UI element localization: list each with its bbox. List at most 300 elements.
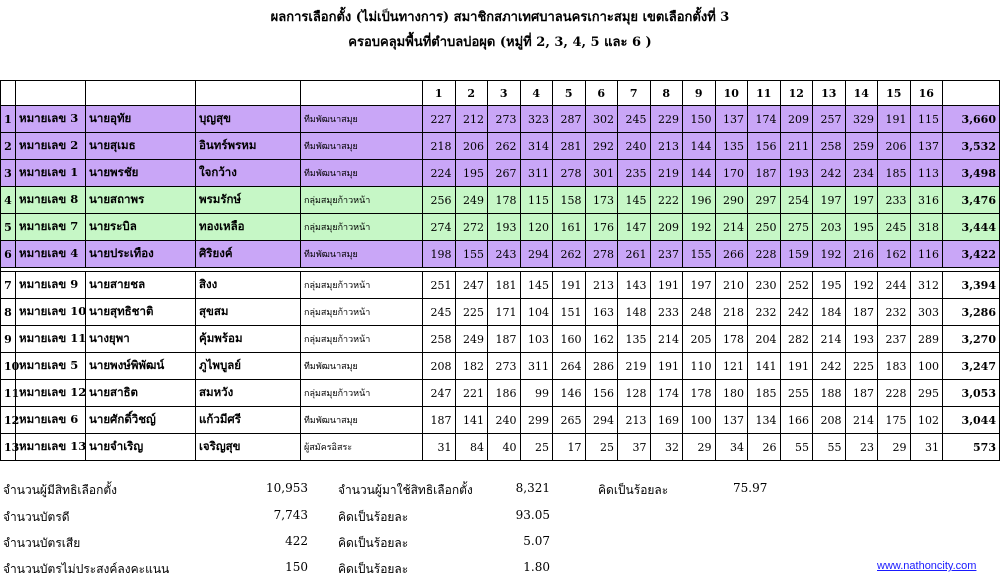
party-cell: ทีมพัฒนาสมุย: [301, 241, 423, 268]
vote-cell: 174: [748, 106, 781, 133]
vote-cell: 192: [845, 272, 878, 299]
vote-cell: 287: [553, 106, 586, 133]
vote-cell: 155: [683, 241, 716, 268]
vote-cell: 187: [748, 160, 781, 187]
vote-cell: 259: [845, 133, 878, 160]
vote-cell: 264: [553, 353, 586, 380]
vote-cell: 289: [910, 326, 943, 353]
rank-cell: 13: [1, 434, 16, 461]
vote-cell: 233: [878, 187, 911, 214]
vote-cell: 186: [488, 380, 521, 407]
vote-cell: 135: [618, 326, 651, 353]
vote-cell: 232: [748, 299, 781, 326]
vote-cell: 213: [618, 407, 651, 434]
eligible-value: 10,953: [266, 481, 308, 495]
vote-cell: 209: [650, 214, 683, 241]
vote-cell: 40: [488, 434, 521, 461]
vote-cell: 229: [650, 106, 683, 133]
vote-cell: 183: [878, 353, 911, 380]
unit-header: 8: [650, 81, 683, 106]
table-row: [1, 214, 1000, 241]
vote-cell: 191: [878, 106, 911, 133]
vote-cell: 323: [520, 106, 553, 133]
vote-cell: 256: [423, 187, 456, 214]
candidate-first-name: นายสายชล: [86, 272, 196, 299]
vote-cell: 141: [748, 353, 781, 380]
vote-cell: 258: [813, 133, 846, 160]
vote-cell: 206: [878, 133, 911, 160]
rank-cell: 9: [1, 326, 16, 353]
vote-cell: 158: [553, 187, 586, 214]
vote-cell: 169: [650, 407, 683, 434]
unit-header: 10: [715, 81, 748, 106]
total-cell: 3,286: [943, 299, 1000, 326]
vote-cell: 25: [520, 434, 553, 461]
bad-ballots-value: 422: [285, 534, 308, 548]
vote-cell: 162: [585, 326, 618, 353]
vote-cell: 245: [423, 299, 456, 326]
vote-cell: 84: [455, 434, 488, 461]
party-cell: กลุ่มสมุยก้าวหน้า: [301, 299, 423, 326]
good-ballots-label: จำนวนบัตรดี: [3, 510, 70, 524]
header-blank: [196, 81, 301, 106]
vote-cell: 147: [618, 214, 651, 241]
unit-header: 3: [488, 81, 521, 106]
vote-cell: 100: [910, 353, 943, 380]
candidate-last-name: พรมรักษ์: [196, 187, 301, 214]
unit-header: 16: [910, 81, 943, 106]
candidate-number: หมายเลข 12: [16, 380, 86, 407]
rank-cell: 7: [1, 272, 16, 299]
candidate-number: หมายเลข 8: [16, 187, 86, 214]
vote-cell: 198: [423, 241, 456, 268]
party-cell: กลุ่มสมุยก้าวหน้า: [301, 214, 423, 241]
table-row: [1, 326, 1000, 353]
vote-cell: 187: [488, 326, 521, 353]
vote-cell: 213: [585, 272, 618, 299]
rank-cell: 10: [1, 353, 16, 380]
vote-cell: 211: [780, 133, 813, 160]
vote-cell: 235: [618, 160, 651, 187]
vote-cell: 244: [878, 272, 911, 299]
table-row: [1, 299, 1000, 326]
vote-cell: 261: [618, 241, 651, 268]
candidate-number: หมายเลข 11: [16, 326, 86, 353]
vote-cell: 37: [618, 434, 651, 461]
total-cell: 3,476: [943, 187, 1000, 214]
total-cell: 3,394: [943, 272, 1000, 299]
vote-cell: 240: [618, 133, 651, 160]
vote-cell: 197: [683, 272, 716, 299]
rank-cell: 6: [1, 241, 16, 268]
vote-cell: 297: [748, 187, 781, 214]
vote-cell: 278: [585, 241, 618, 268]
voted-pct-value: 75.97: [733, 481, 768, 495]
vote-cell: 329: [845, 106, 878, 133]
unit-header: 13: [813, 81, 846, 106]
vote-cell: 103: [520, 326, 553, 353]
unit-header: 1: [423, 81, 456, 106]
results-table: [0, 80, 1000, 461]
vote-cell: 150: [683, 106, 716, 133]
vote-cell: 265: [553, 407, 586, 434]
vote-cell: 237: [650, 241, 683, 268]
candidate-first-name: นายศักดิ์วิชญ์: [86, 407, 196, 434]
candidate-last-name: เจริญสุข: [196, 434, 301, 461]
vote-cell: 219: [650, 160, 683, 187]
vote-cell: 295: [910, 380, 943, 407]
vote-cell: 137: [715, 106, 748, 133]
vote-cell: 205: [683, 326, 716, 353]
vote-cell: 161: [553, 214, 586, 241]
table-row: [1, 160, 1000, 187]
vote-cell: 145: [520, 272, 553, 299]
unit-header: 11: [748, 81, 781, 106]
vote-cell: 281: [553, 133, 586, 160]
vote-cell: 257: [813, 106, 846, 133]
vote-cell: 137: [715, 407, 748, 434]
party-cell: ทีมพัฒนาสมุย: [301, 106, 423, 133]
vote-cell: 219: [618, 353, 651, 380]
candidate-last-name: สมหวัง: [196, 380, 301, 407]
candidate-first-name: นายพรชัย: [86, 160, 196, 187]
rank-cell: 2: [1, 133, 16, 160]
vote-cell: 312: [910, 272, 943, 299]
vote-cell: 162: [878, 241, 911, 268]
vote-cell: 191: [650, 272, 683, 299]
candidate-first-name: นายสุเมธ: [86, 133, 196, 160]
vote-cell: 242: [813, 353, 846, 380]
unit-header: 6: [585, 81, 618, 106]
voted-pct-label: คิดเป็นร้อยละ: [598, 483, 669, 497]
vote-cell: 282: [780, 326, 813, 353]
vote-cell: 218: [423, 133, 456, 160]
vote-cell: 230: [748, 272, 781, 299]
vote-cell: 213: [650, 133, 683, 160]
candidate-first-name: นายจำเริญ: [86, 434, 196, 461]
vote-cell: 258: [423, 326, 456, 353]
no-vote-value: 150: [285, 560, 308, 574]
vote-cell: 221: [455, 380, 488, 407]
party-cell: กลุ่มสมุยก้าวหน้า: [301, 187, 423, 214]
vote-cell: 34: [715, 434, 748, 461]
vote-cell: 99: [520, 380, 553, 407]
unit-header: 12: [780, 81, 813, 106]
candidate-first-name: นายสาธิต: [86, 380, 196, 407]
vote-cell: 148: [618, 299, 651, 326]
total-cell: 3,444: [943, 214, 1000, 241]
candidate-last-name: สุขสม: [196, 299, 301, 326]
vote-cell: 249: [455, 187, 488, 214]
vote-cell: 188: [813, 380, 846, 407]
candidate-first-name: นายประเทือง: [86, 241, 196, 268]
vote-cell: 175: [878, 407, 911, 434]
vote-cell: 163: [585, 299, 618, 326]
vote-cell: 272: [455, 214, 488, 241]
header-blank: [301, 81, 423, 106]
table-row: [1, 187, 1000, 214]
vote-cell: 102: [910, 407, 943, 434]
candidate-first-name: นางยุพา: [86, 326, 196, 353]
vote-cell: 252: [780, 272, 813, 299]
vote-cell: 187: [423, 407, 456, 434]
vote-cell: 110: [683, 353, 716, 380]
rank-cell: 3: [1, 160, 16, 187]
good-pct-value: 93.05: [515, 508, 550, 522]
bad-ballots-label: จำนวนบัตรเสีย: [3, 536, 81, 550]
vote-cell: 225: [455, 299, 488, 326]
voted-label: จำนวนผู้มาใช้สิทธิเลือกตั้ง: [338, 483, 473, 497]
vote-cell: 214: [813, 326, 846, 353]
party-cell: กลุ่มสมุยก้าวหน้า: [301, 326, 423, 353]
vote-cell: 242: [813, 160, 846, 187]
candidate-first-name: นายอุทัย: [86, 106, 196, 133]
vote-cell: 228: [878, 380, 911, 407]
vote-cell: 224: [423, 160, 456, 187]
vote-cell: 303: [910, 299, 943, 326]
vote-cell: 176: [585, 214, 618, 241]
unit-header: 9: [683, 81, 716, 106]
vote-cell: 209: [780, 106, 813, 133]
candidate-first-name: นายสุทธิชาติ: [86, 299, 196, 326]
title-line-1: ผลการเลือกตั้ง (ไม่เป็นทางการ) สมาชิกสภาเทศบาลนครเกาะสมุย เขตเลือกตั้งที่ 3: [270, 10, 730, 25]
candidate-last-name: คุ้มพร้อม: [196, 326, 301, 353]
candidate-number: หมายเลข 4: [16, 241, 86, 268]
candidate-last-name: ภูไพบูลย์: [196, 353, 301, 380]
vote-cell: 302: [585, 106, 618, 133]
party-cell: ทีมพัฒนาสมุย: [301, 353, 423, 380]
table-row: [1, 133, 1000, 160]
vote-cell: 116: [910, 241, 943, 268]
vote-cell: 191: [650, 353, 683, 380]
unit-header: 5: [553, 81, 586, 106]
candidate-number: หมายเลข 2: [16, 133, 86, 160]
vote-cell: 273: [488, 353, 521, 380]
vote-cell: 243: [488, 241, 521, 268]
total-cell: 573: [943, 434, 1000, 461]
vote-cell: 192: [813, 241, 846, 268]
vote-cell: 181: [488, 272, 521, 299]
vote-cell: 146: [553, 380, 586, 407]
header-blank: [86, 81, 196, 106]
vote-cell: 273: [488, 106, 521, 133]
vote-cell: 193: [488, 214, 521, 241]
total-cell: 3,053: [943, 380, 1000, 407]
vote-cell: 115: [910, 106, 943, 133]
vote-cell: 29: [683, 434, 716, 461]
good-ballots-value: 7,743: [273, 508, 308, 522]
vote-cell: 214: [845, 407, 878, 434]
total-cell: 3,660: [943, 106, 1000, 133]
vote-cell: 192: [683, 214, 716, 241]
party-cell: ทีมพัฒนาสมุย: [301, 407, 423, 434]
vote-cell: 242: [780, 299, 813, 326]
vote-cell: 237: [878, 326, 911, 353]
vote-cell: 216: [845, 241, 878, 268]
vote-cell: 299: [520, 407, 553, 434]
vote-cell: 234: [845, 160, 878, 187]
no-vote-label: จำนวนบัตรไม่ประสงค์ลงคะแนน: [3, 562, 170, 576]
candidate-last-name: สิงง: [196, 272, 301, 299]
vote-cell: 208: [813, 407, 846, 434]
candidate-number: หมายเลข 7: [16, 214, 86, 241]
vote-cell: 278: [553, 160, 586, 187]
vote-cell: 262: [488, 133, 521, 160]
vote-cell: 204: [748, 326, 781, 353]
vote-cell: 193: [780, 160, 813, 187]
total-cell: 3,247: [943, 353, 1000, 380]
vote-cell: 113: [910, 160, 943, 187]
candidate-last-name: ใจกว้าง: [196, 160, 301, 187]
title-line-2: ครอบคลุมพื้นที่ตำบลบ่อผุด (หมู่ที่ 2, 3, 4, 5 และ 6 ): [348, 35, 652, 50]
total-cell: 3,422: [943, 241, 1000, 268]
vote-cell: 214: [650, 326, 683, 353]
vote-cell: 233: [650, 299, 683, 326]
vote-cell: 316: [910, 187, 943, 214]
website-link[interactable]: www.nathoncity.com: [877, 560, 977, 572]
vote-cell: 31: [910, 434, 943, 461]
vote-cell: 212: [455, 106, 488, 133]
rank-cell: 11: [1, 380, 16, 407]
vote-cell: 156: [748, 133, 781, 160]
party-cell: ทีมพัฒนาสมุย: [301, 160, 423, 187]
candidate-last-name: ทองเหลือ: [196, 214, 301, 241]
vote-cell: 120: [520, 214, 553, 241]
voted-value: 8,321: [515, 481, 550, 495]
vote-cell: 197: [845, 187, 878, 214]
vote-cell: 250: [748, 214, 781, 241]
vote-cell: 210: [715, 272, 748, 299]
vote-cell: 225: [845, 353, 878, 380]
candidate-number: หมายเลข 13: [16, 434, 86, 461]
vote-cell: 311: [520, 353, 553, 380]
header-blank: [1, 81, 16, 106]
rank-cell: 4: [1, 187, 16, 214]
vote-cell: 314: [520, 133, 553, 160]
vote-cell: 206: [455, 133, 488, 160]
vote-cell: 208: [423, 353, 456, 380]
vote-cell: 255: [780, 380, 813, 407]
vote-cell: 286: [585, 353, 618, 380]
eligible-label: จำนวนผู้มีสิทธิเลือกตั้ง: [3, 483, 117, 497]
vote-cell: 191: [553, 272, 586, 299]
party-cell: ทีมพัฒนาสมุย: [301, 133, 423, 160]
candidate-last-name: แก้วมีศรี: [196, 407, 301, 434]
rank-cell: 5: [1, 214, 16, 241]
vote-cell: 227: [423, 106, 456, 133]
vote-cell: 180: [715, 380, 748, 407]
no-vote-pct-label: คิดเป็นร้อยละ: [338, 562, 409, 576]
vote-cell: 248: [683, 299, 716, 326]
vote-cell: 311: [520, 160, 553, 187]
vote-cell: 141: [455, 407, 488, 434]
unit-header: 15: [878, 81, 911, 106]
vote-cell: 160: [553, 326, 586, 353]
vote-cell: 170: [715, 160, 748, 187]
vote-cell: 197: [813, 187, 846, 214]
vote-cell: 318: [910, 214, 943, 241]
vote-cell: 128: [618, 380, 651, 407]
vote-cell: 240: [488, 407, 521, 434]
vote-cell: 25: [585, 434, 618, 461]
candidate-first-name: นายระบิล: [86, 214, 196, 241]
candidate-first-name: นายสถาพร: [86, 187, 196, 214]
vote-cell: 173: [585, 187, 618, 214]
vote-cell: 294: [585, 407, 618, 434]
vote-cell: 187: [845, 299, 878, 326]
vote-cell: 115: [520, 187, 553, 214]
table-row: [1, 407, 1000, 434]
vote-cell: 174: [650, 380, 683, 407]
vote-cell: 290: [715, 187, 748, 214]
vote-cell: 267: [488, 160, 521, 187]
vote-cell: 245: [878, 214, 911, 241]
header-blank: [943, 81, 1000, 106]
vote-cell: 195: [845, 214, 878, 241]
party-cell: ผู้สมัครอิสระ: [301, 434, 423, 461]
table-row: [1, 241, 1000, 268]
header-blank: [16, 81, 86, 106]
vote-cell: 294: [520, 241, 553, 268]
vote-cell: 251: [423, 272, 456, 299]
vote-cell: 266: [715, 241, 748, 268]
good-pct-label: คิดเป็นร้อยละ: [338, 510, 409, 524]
vote-cell: 171: [488, 299, 521, 326]
vote-cell: 155: [455, 241, 488, 268]
candidate-last-name: ศิริยงค์: [196, 241, 301, 268]
rank-cell: 12: [1, 407, 16, 434]
vote-cell: 55: [780, 434, 813, 461]
total-cell: 3,044: [943, 407, 1000, 434]
vote-cell: 249: [455, 326, 488, 353]
rank-cell: 1: [1, 106, 16, 133]
unit-header: 4: [520, 81, 553, 106]
table-row: [1, 380, 1000, 407]
vote-cell: 32: [650, 434, 683, 461]
candidate-number: หมายเลข 9: [16, 272, 86, 299]
header-row: [1, 81, 1000, 106]
total-cell: 3,270: [943, 326, 1000, 353]
candidate-number: หมายเลข 6: [16, 407, 86, 434]
vote-cell: 195: [813, 272, 846, 299]
candidate-number: หมายเลข 1: [16, 160, 86, 187]
vote-cell: 145: [618, 187, 651, 214]
vote-cell: 218: [715, 299, 748, 326]
candidate-number: หมายเลข 10: [16, 299, 86, 326]
candidate-first-name: นายพงษ์พิพัฒน์: [86, 353, 196, 380]
vote-cell: 29: [878, 434, 911, 461]
party-cell: กลุ่มสมุยก้าวหน้า: [301, 272, 423, 299]
vote-cell: 196: [683, 187, 716, 214]
vote-cell: 100: [683, 407, 716, 434]
vote-cell: 178: [683, 380, 716, 407]
vote-cell: 203: [813, 214, 846, 241]
vote-cell: 17: [553, 434, 586, 461]
no-vote-pct-value: 1.80: [523, 560, 550, 574]
vote-cell: 134: [748, 407, 781, 434]
vote-cell: 275: [780, 214, 813, 241]
vote-cell: 301: [585, 160, 618, 187]
vote-cell: 185: [748, 380, 781, 407]
vote-cell: 292: [585, 133, 618, 160]
vote-cell: 187: [845, 380, 878, 407]
vote-cell: 151: [553, 299, 586, 326]
table-row: [1, 106, 1000, 133]
vote-cell: 185: [878, 160, 911, 187]
vote-cell: 262: [553, 241, 586, 268]
vote-cell: 31: [423, 434, 456, 461]
vote-cell: 247: [423, 380, 456, 407]
